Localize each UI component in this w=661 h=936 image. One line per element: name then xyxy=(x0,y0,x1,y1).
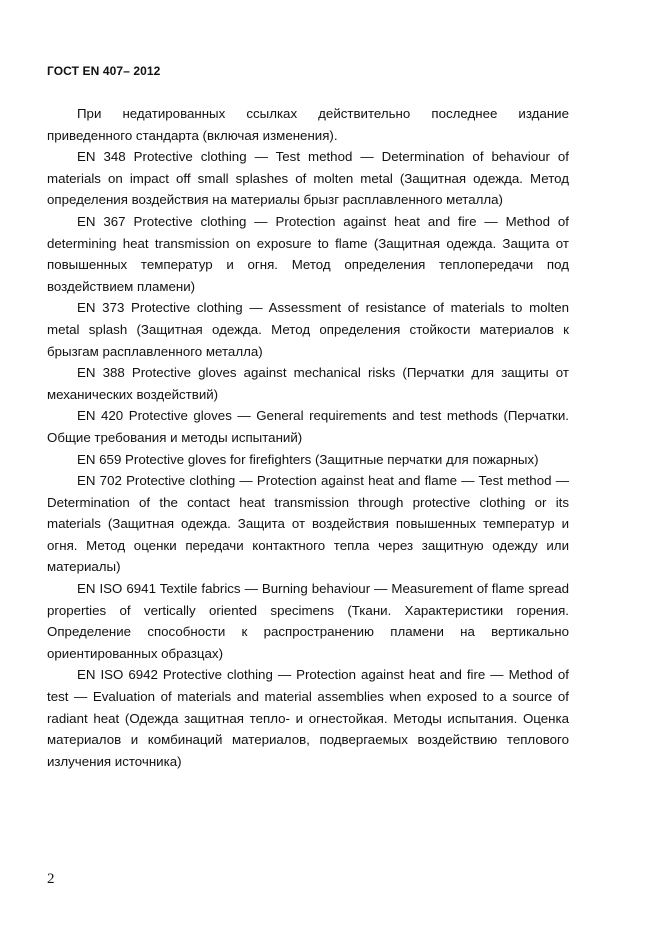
reference-en-659: EN 659 Protective gloves for firefighters (Защитные перчатки для пожарных) xyxy=(77,451,539,467)
reference-en-420: EN 420 Protective gloves — General requirements and test methods (Перчатки. Общие требования и методы испытаний) xyxy=(47,408,569,445)
reference-en-348: EN 348 Protective clothing — Test method — Determination of behaviour of materials on impact off small splashes of molten metal (Защитная одежда. Метод определения воздействия на материалы брызг расплавленного металла) xyxy=(47,149,569,208)
reference-en-iso-6941: EN ISO 6941 Textile fabrics — Burning behaviour — Measurement of flame spread properties of vertically oriented specimens (Ткани. Характеристики горения. Определение способности к распространению пламени на вертикально ориентированных образцах) xyxy=(47,581,569,661)
references-body xyxy=(47,103,569,772)
reference-en-702: EN 702 Protective clothing — Protection against heat and flame — Test method — Determination of the contact heat transmission through protective clothing or its materials (Защитная одежда. Защита от воздействия повышенных температур и огня. Метод оценки передачи контактного тепла через защитную одежду или материалы) xyxy=(47,473,569,575)
reference-en-388: EN 388 Protective gloves against mechanical risks (Перчатки для защиты от механических воздействий) xyxy=(47,365,569,402)
reference-en-367: EN 367 Protective clothing — Protection against heat and fire — Method of determining heat transmission on exposure to flame (Защитная одежда. Защита от повышенных температур и огня. Метод определения теплопередачи под воздействием пламени) xyxy=(47,213,569,294)
reference-en-373: EN 373 Protective clothing — Assessment of resistance of materials to molten metal splash (Защитная одежда. Метод определения стойкости материалов к брызгам расплавленного металла) xyxy=(47,300,569,359)
paragraph-intro: При недатированных ссылках действительно последнее издание приведенного стандарта (включая изменения). xyxy=(47,106,569,143)
standard-header: ГОСТ EN 407– 2012 xyxy=(47,64,161,78)
page-number: 2 xyxy=(47,871,55,887)
reference-en-iso-6942: EN ISO 6942 Protective clothing — Protection against heat and fire — Method of test — Evaluation of materials and material assemblies when exposed to a source of radiant heat (Одежда защитная тепло- и огнестойкая. Методы испытания. Оценка материалов и комбинаций материалов, подвергаемых воздействию теплового излучения источника) xyxy=(47,667,569,769)
